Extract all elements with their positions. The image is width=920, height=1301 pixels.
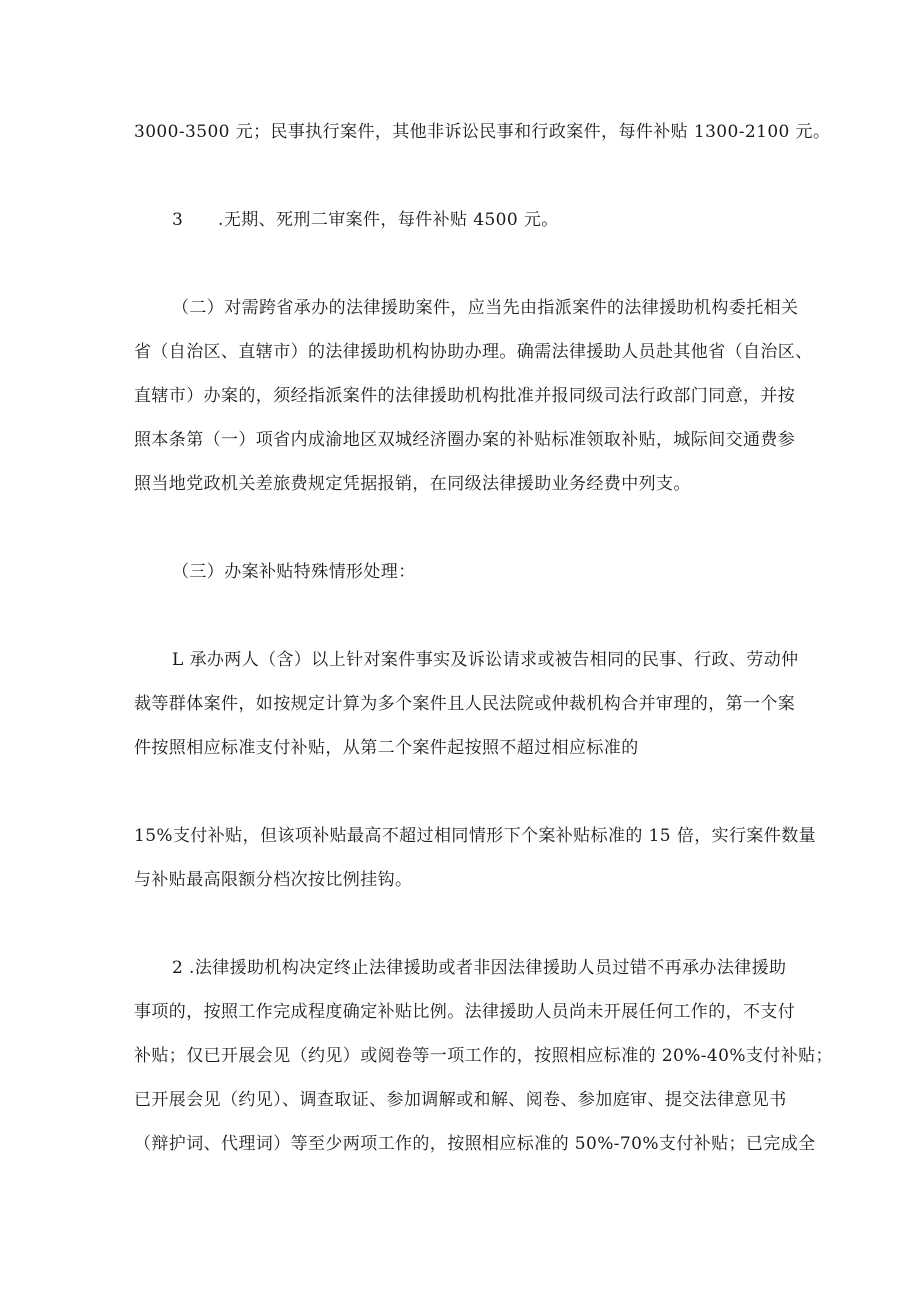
text-line-5: 直辖市）办案的，须经指派案件的法律援助机构批准并报同级司法行政部门同意，并按 [134, 386, 796, 406]
text-line-12: 15%支付补贴，但该项补贴最高不超过相同情形下个案补贴标准的 15 倍，实行案件数量 [134, 826, 817, 846]
text-line-3: （二）对需跨省承办的法律援助案件，应当先由指派案件的法律援助机构委托相关 [172, 298, 799, 318]
text-line-8: （三）办案补贴特殊情形处理： [172, 562, 416, 582]
text-line-16: 补贴；仅已开展会见（约见）或阅卷等一项工作的，按照相应标准的 20%-40%支付补贴； [134, 1046, 833, 1066]
text-line-2: 3 .无期、死刑二审案件，每件补贴 4500 元。 [172, 210, 559, 230]
text-line-18: （辩护词、代理词）等至少两项工作的，按照相应标准的 50%-70%支付补贴；已完成全 [134, 1134, 816, 1154]
text-line-4: 省（自治区、直辖市）的法律援助机构协助办理。确需法律援助人员赴其他省（自治区、 [134, 342, 813, 362]
text-line-13: 与补贴最高限额分档次按比例挂钩。 [134, 870, 413, 890]
text-line-7: 照当地党政机关差旅费规定凭据报销，在同级法律援助业务经费中列支。 [134, 474, 691, 494]
text-line-17: 已开展会见（约见）、调查取证、参加调解或和解、阅卷、参加庭审、提交法律意见书 [134, 1090, 787, 1110]
text-line-1: 3000-3500 元；民事执行案件，其他非诉讼民事和行政案件，每件补贴 1300-2100 元。 [134, 122, 831, 142]
text-line-9: L 承办两人（含）以上针对案件事实及诉讼请求或被告相同的民事、行政、劳动仲 [172, 650, 799, 670]
text-line-6: 照本条第（一）项省内成渝地区双城经济圈办案的补贴标准领取补贴，城际间交通费参 [134, 430, 796, 450]
text-line-14: 2 .法律援助机构决定终止法律援助或者非因法律援助人员过错不再承办法律援助 [172, 958, 787, 978]
text-line-11: 件按照相应标准支付补贴，从第二个案件起按照不超过相应标准的 [134, 738, 639, 758]
text-line-15: 事项的，按照工作完成程度确定补贴比例。法律援助人员尚未开展任何工作的，不支付 [134, 1002, 796, 1022]
text-line-10: 裁等群体案件，如按规定计算为多个案件且人民法院或仲裁机构合并审理的，第一个案 [134, 694, 796, 714]
